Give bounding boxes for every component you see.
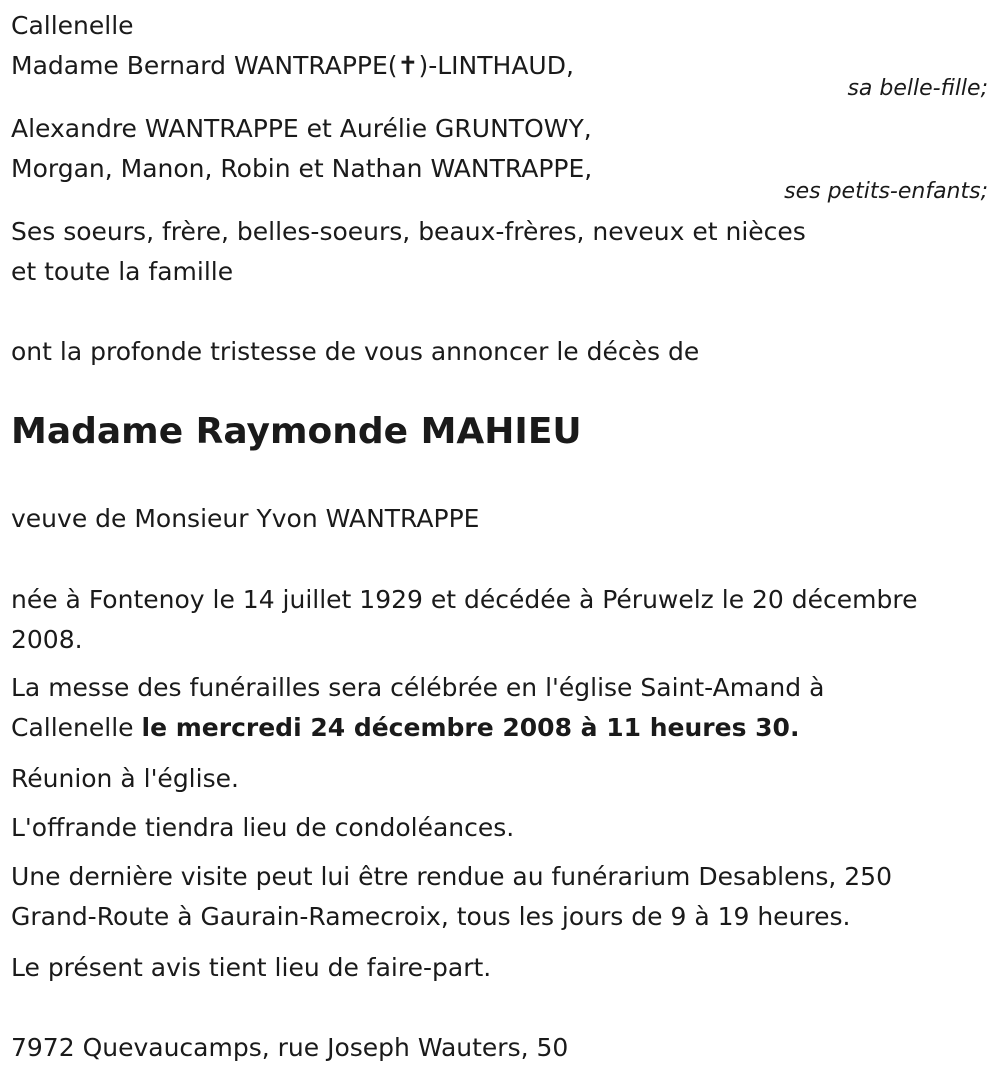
- family-line-grandchildren-2: Morgan, Manon, Robin et Nathan WANTRAPPE,: [11, 154, 593, 183]
- family-address: 7972 Quevaucamps, rue Joseph Wauters, 50: [11, 1033, 569, 1062]
- deceased-name: Madame Raymonde MAHIEU: [11, 411, 582, 452]
- family-line-siblings: Ses soeurs, frère, belles-soeurs, beaux-frères, neveux et nièces: [11, 217, 806, 246]
- funeral-place: Callenelle: [11, 713, 142, 742]
- visit-line-2: Grand-Route à Gaurain-Ramecroix, tous les jours de 9 à 19 heures.: [11, 902, 851, 931]
- funeral-date-time: le mercredi 24 décembre 2008 à 11 heures 30.: [141, 713, 800, 742]
- funeral-line-2: [11, 708, 799, 748]
- birth-death-line-2: 2008.: [11, 625, 83, 654]
- role-grandchildren: ses petits-enfants;: [784, 179, 988, 204]
- visit-line-1: Une dernière visite peut lui être rendue au funérarium Desablens, 250: [11, 862, 892, 891]
- funeral-line-1: La messe des funérailles sera célébrée en l'église Saint-Amand à: [11, 673, 825, 702]
- location-header: Callenelle: [11, 11, 134, 40]
- family-line-whole-family: et toute la famille: [11, 257, 234, 286]
- offering-text: L'offrande tiendra lieu de condoléances.: [11, 813, 515, 842]
- role-daughter-in-law: sa belle-fille;: [847, 76, 988, 101]
- notice-text: Le présent avis tient lieu de faire-part.: [11, 953, 492, 982]
- birth-death-line-1: née à Fontenoy le 14 juillet 1929 et décédée à Péruwelz le 20 décembre: [11, 585, 918, 614]
- announcement-text: ont la profonde tristesse de vous annoncer le décès de: [11, 337, 700, 366]
- meeting-text: Réunion à l'église.: [11, 764, 239, 793]
- family-line-daughter-in-law: Madame Bernard WANTRAPPE(✝)-LINTHAUD,: [11, 51, 574, 80]
- widow-of-text: veuve de Monsieur Yvon WANTRAPPE: [11, 504, 480, 533]
- family-line-grandchildren-1: Alexandre WANTRAPPE et Aurélie GRUNTOWY,: [11, 114, 592, 143]
